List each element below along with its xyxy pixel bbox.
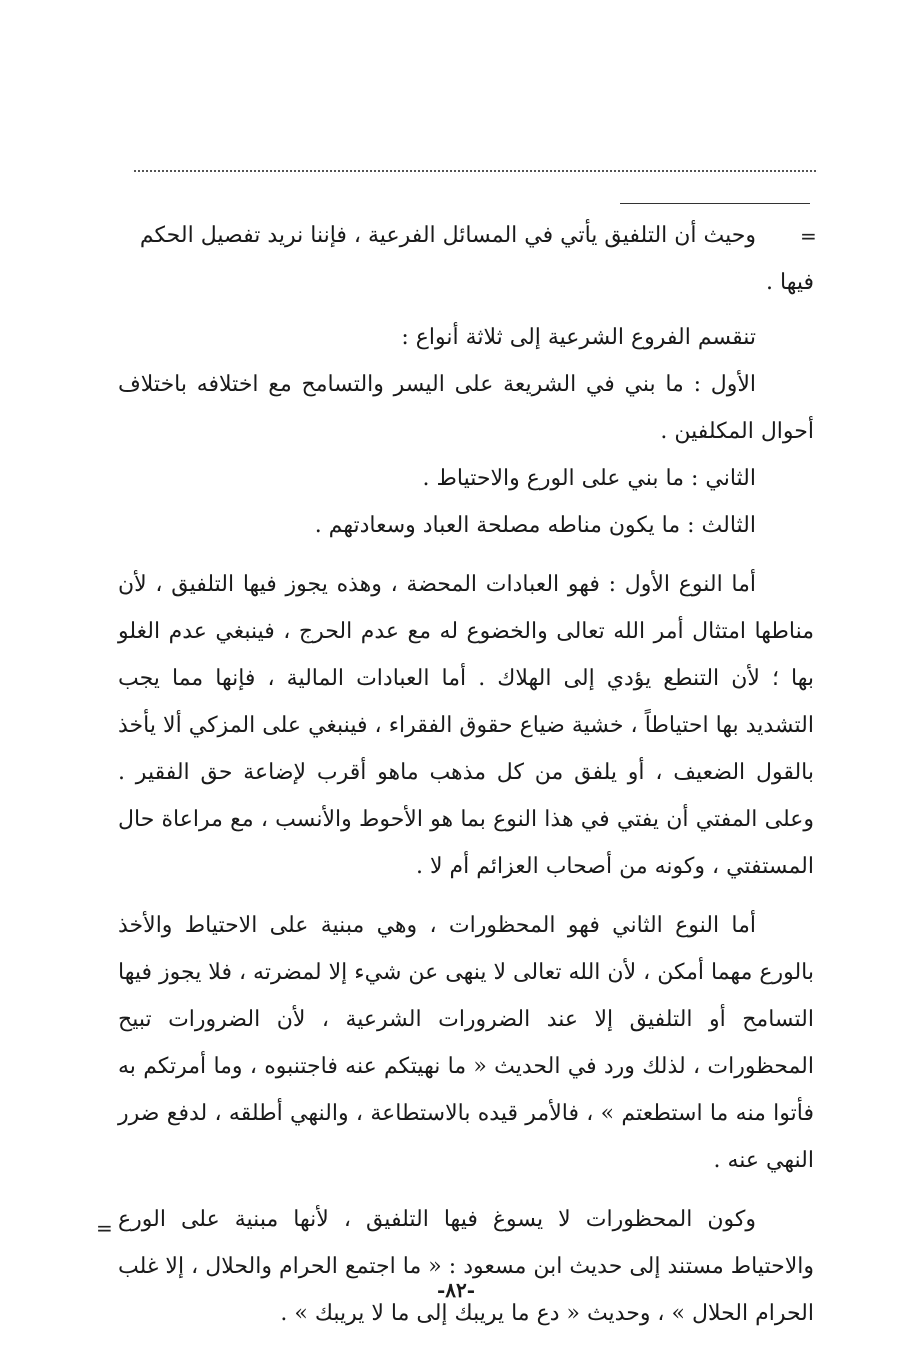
paragraph-first-type: أما النوع الأول : فهو العبادات المحضة ، وهذه يجوز فيها التلفيق ، لأن مناطها امتثال أمر الله تعالى والخضوع له مع عدم الحرج ، فينبغي عدم الغلو بها ؛ لأن التنطع يؤدي إلى الهلاك . أما العبادات المالية ، فإنها مما يجب التشديد بها احتياطاً ، خشية ضياع حقوق الفقراء ، فينبغي على المزكي ألا يأخذ بالقول الضعيف ، أو يلفق من كل مذهب ماهو أقرب لإضاعة حق الفقير . وعلى المفتي أن يفتي في هذا النوع بما هو الأحوط والأنسب ، مع مراعاة حال المستفتي ، وكونه من أصحاب العزائم أم لا . <box>118 572 814 879</box>
footnote-line: فيها . <box>766 270 814 295</box>
paragraph-second-type: أما النوع الثاني فهو المحظورات ، وهي مبنية على الاحتياط والأخذ بالورع مهما أمكن ، لأن الله تعالى لا ينهى عن شيء إلا لمضرته ، فلا يجوز فيها التسامح أو التلفيق إلا عند الضرورات الشرعية ، لأن الضرورات تبيح المحظورات ، لذلك ورد في الحديث « ما نهيتكم عنه فاجتنبوه ، وما أمرتكم به فأتوا منه ما استطعتم » ، فالأمر قيده بالاستطاعة ، والنهي أطلقه ، لدفع ضرر النهي عنه . <box>118 913 814 1173</box>
footnote-continuation-mark: = <box>800 224 817 248</box>
page-number: -٨٢- <box>436 1278 476 1302</box>
footnote-line: وحيث أن التلفيق يأتي في المسائل الفرعية ، فإننا نريد تفصيل الحكم <box>139 223 756 248</box>
type-third: الثالث : ما يكون مناطه مصلحة العباد وسعادتهم . <box>314 513 756 538</box>
intro-paragraph: تنقسم الفروع الشرعية إلى ثلاثة أنواع : <box>401 325 756 350</box>
footnote-separator-rule <box>620 203 810 204</box>
header-dotted-rule <box>134 170 816 172</box>
page-continuation-mark: = <box>96 1216 113 1240</box>
main-text <box>118 314 814 1337</box>
paragraph-prohibitions: وكون المحظورات لا يسوغ فيها التلفيق ، لأنها مبنية على الورع والاحتياط مستند إلى حديث ابن مسعود : « ما اجتمع الحرام والحلال ، إلا غلب الحرام الحلال » ، وحديث « دع ما يريبك إلى ما لا يريبك » . <box>118 1207 814 1326</box>
type-second: الثاني : ما بني على الورع والاحتياط . <box>422 466 756 491</box>
footnote-block <box>118 212 814 306</box>
type-first: الأول : ما بني في الشريعة على اليسر والتسامح مع اختلافه باختلاف أحوال المكلفين . <box>118 372 814 444</box>
